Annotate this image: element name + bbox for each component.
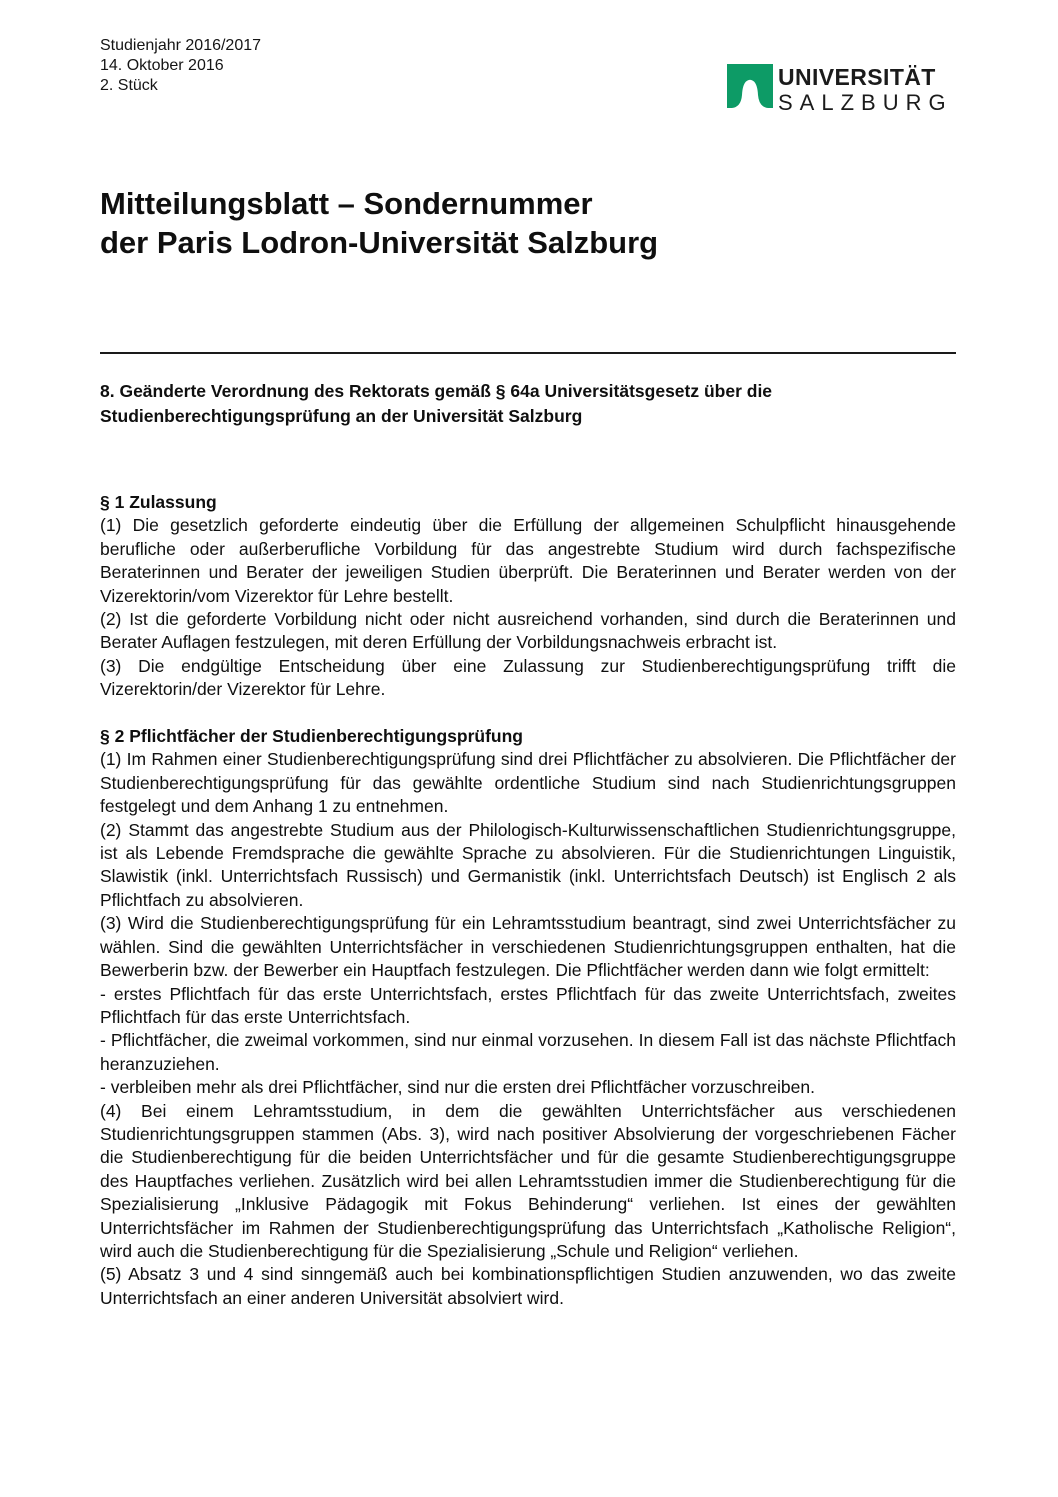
section-2-absatz-3: (3) Wird die Studienberechtigungsprüfung für ein Lehramtsstudium beantragt, sind zwei Unterrichtsfächer zu wählen. Sind die gewählten Unterrichtsfächer in verschiedenen Studienrichtungsgruppen enthalten, hat die Bewerberin bzw. der Bewerber ein Hauptfach festzulegen. Die Pflichtfächer werden dann wie folgt ermittelt: bbox=[100, 913, 956, 981]
page-title-line2: der Paris Lodron-Universität Salzburg bbox=[100, 225, 659, 260]
section-1-absatz-1: (1) Die gesetzlich geforderte eindeutig über die Erfüllung der allgemeinen Schulpflicht hinausgehende berufliche oder außerberufliche Vorbildung für das angestrebte Studium wird durch fachspezifische Beraterinnen und Berater der jeweiligen Studien überprüft. Die Beraterinnen und Berater werden von der Vizerektorin/vom Vizerektor für Lehre bestellt. bbox=[100, 515, 956, 606]
section-2-list-item-2: - Pflichtfächer, die zweimal vorkommen, sind nur einmal vorzusehen. In diesem Fall ist das nächste Pflichtfach heranzuziehen. bbox=[100, 1030, 956, 1074]
article-body bbox=[100, 491, 956, 1310]
section-2-absatz-1: (1) Im Rahmen einer Studienberechtigungsprüfung sind drei Pflichtfächer zu absolvieren. Die Pflichtfächer der Studienberechtigungsprüfung für das gewählte ordentliche Studium sind nach Studienrichtungsgruppen festgelegt und dem Anhang 1 zu entnehmen. bbox=[100, 749, 956, 817]
logo-salzburg-label: SALZBURG bbox=[778, 90, 953, 115]
section-2-absatz-2: (2) Stammt das angestrebte Studium aus der Philologisch-Kulturwissenschaftlichen Studienrichtungsgruppe, ist als Lebende Fremdsprache die gewählte Sprache zu absolvieren. Für die Studienrichtungen Linguistik, Slawistik (inkl. Unterrichtsfach Russisch) und Germanistik (inkl. Unterrichtsfach Deutsch) ist Englisch 2 als Pflichtfach zu absolvieren. bbox=[100, 819, 956, 910]
divider-rule bbox=[100, 352, 956, 354]
section-2-heading: § 2 Pflichtfächer der Studienberechtigungsprüfung bbox=[100, 726, 523, 747]
page-title-line1: Mitteilungsblatt – Sondernummer bbox=[100, 186, 593, 221]
issue-stueck: 2. Stück bbox=[100, 77, 158, 94]
logo-universitaet-label: UNIVERSITÄT bbox=[778, 64, 936, 90]
issue-info bbox=[100, 36, 261, 96]
section-1-heading: § 1 Zulassung bbox=[100, 492, 217, 512]
university-logo-mark bbox=[727, 64, 773, 110]
section-paragraph-2 bbox=[100, 725, 956, 1310]
section-2-absatz-4: (4) Bei einem Lehramtsstudium, in dem die gewählten Unterrichtsfächer aus verschiedenen Studienrichtungsgruppen stammen (Abs. 3), wird nach positiver Absolvierung der vorgeschriebenen Fächer die Studienberechtigung für die beiden Unterrichtsfächer und für die gesamte Studienberechtigungsgruppe des Hauptfaches verliehen. Zusätzlich wird bei allen Lehramtsstudien immer die Studienberechtigung für die Spezialisierung „Inklusive Pädagogik mit Fokus Behinderung“ verliehen. Ist eines der gewählten Unterrichtsfächer im Rahmen der Studienberechtigungsprüfung das Unterrichtsfach „Katholische Religion“, wird auch die Studienberechtigung für die Spezialisierung „Schule und Religion“ verliehen. bbox=[100, 1100, 956, 1261]
issue-date: 14. Oktober 2016 bbox=[100, 57, 224, 74]
university-logo-text bbox=[778, 64, 953, 115]
dome-arch-icon bbox=[727, 64, 773, 110]
page-title bbox=[100, 184, 658, 262]
section-2-list-item-1: - erstes Pflichtfach für das erste Unterrichtsfach, erstes Pflichtfach für das zweite Unterrichtsfach, zweites Pflichtfach für das erste Unterrichtsfach. bbox=[100, 983, 956, 1027]
section-2-absatz-5: (5) Absatz 3 und 4 sind sinngemäß auch bei kombinationspflichtigen Studien anzuwenden, wo das zweite Unterrichtsfach an einer anderen Universität absolviert wird. bbox=[100, 1264, 956, 1308]
issue-studienjahr: Studienjahr 2016/2017 bbox=[100, 37, 262, 54]
section-paragraph-1 bbox=[100, 491, 956, 702]
section-1-absatz-3: (3) Die endgültige Entscheidung über eine Zulassung zur Studienberechtigungsprüfung trifft die Vizerektorin/der Vizerektor für Lehre. bbox=[100, 655, 956, 700]
article-heading: 8. Geänderte Verordnung des Rektorats gemäß § 64a Universitätsgesetz über die Studienberechtigungsprüfung an der Universität Salzburg bbox=[100, 381, 773, 426]
university-logo bbox=[727, 64, 953, 115]
section-1-absatz-2: (2) Ist die geforderte Vorbildung nicht oder nicht ausreichend vorhanden, sind durch die Beraterinnen und Berater Auflagen festzulegen, mit deren Erfüllung der Vorbildungsnachweis erbracht ist. bbox=[100, 609, 956, 653]
section-2-list-item-3: - verbleiben mehr als drei Pflichtfächer, sind nur die ersten drei Pflichtfächer vorzuschreiben. bbox=[100, 1077, 815, 1098]
